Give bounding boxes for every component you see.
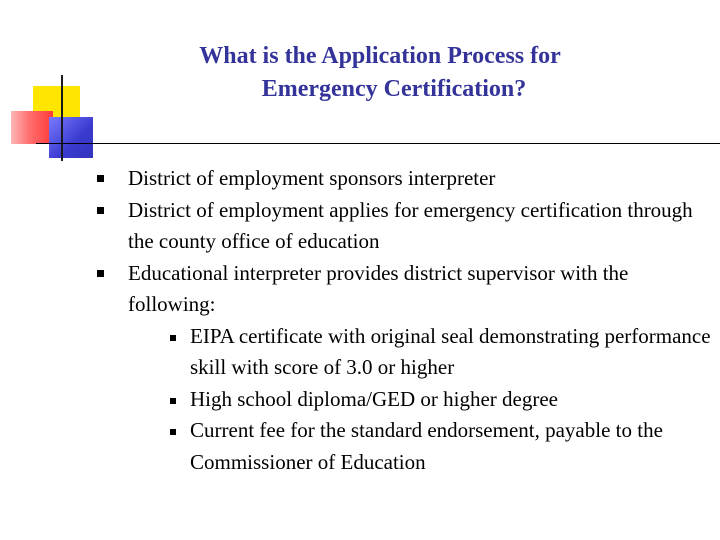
sub-bullet-item bbox=[0, 415, 715, 478]
square-bullet-icon bbox=[170, 335, 176, 341]
square-bullet-icon bbox=[97, 207, 104, 214]
sub-bullet-text: Current fee for the standard endorsement, payable to the Commissioner of Education bbox=[190, 418, 663, 474]
logo-red-square bbox=[11, 111, 53, 144]
bullet-text: District of employment sponsors interpreter bbox=[128, 166, 496, 190]
bullet-item bbox=[0, 258, 708, 321]
logo-vertical-line bbox=[61, 75, 63, 161]
sub-bullet-item bbox=[0, 384, 715, 416]
square-bullet-icon bbox=[170, 429, 176, 435]
sub-bullet-item bbox=[0, 321, 715, 384]
bullet-item bbox=[0, 195, 708, 258]
slide-title bbox=[90, 40, 670, 106]
sub-bullet-text: High school diploma/GED or higher degree bbox=[190, 386, 558, 411]
bullet-text: District of employment applies for emergency certification through the county office of education bbox=[128, 197, 693, 253]
square-bullet-icon bbox=[97, 270, 104, 277]
sub-bullet-text: EIPA certificate with original seal demonstrating performance skill with score of 3.0 or higher bbox=[190, 323, 711, 379]
bullet-text: Educational interpreter provides district supervisor with the following: bbox=[128, 260, 629, 316]
slide-body bbox=[0, 163, 720, 478]
square-bullet-icon bbox=[170, 398, 176, 404]
title-line-1: What is the Application Process for bbox=[199, 43, 561, 69]
square-bullet-icon bbox=[97, 175, 104, 182]
title-line-2: Emergency Certification? bbox=[261, 76, 527, 102]
title-divider bbox=[36, 143, 720, 144]
bullet-item bbox=[0, 163, 708, 195]
logo-blue-square bbox=[49, 117, 93, 158]
